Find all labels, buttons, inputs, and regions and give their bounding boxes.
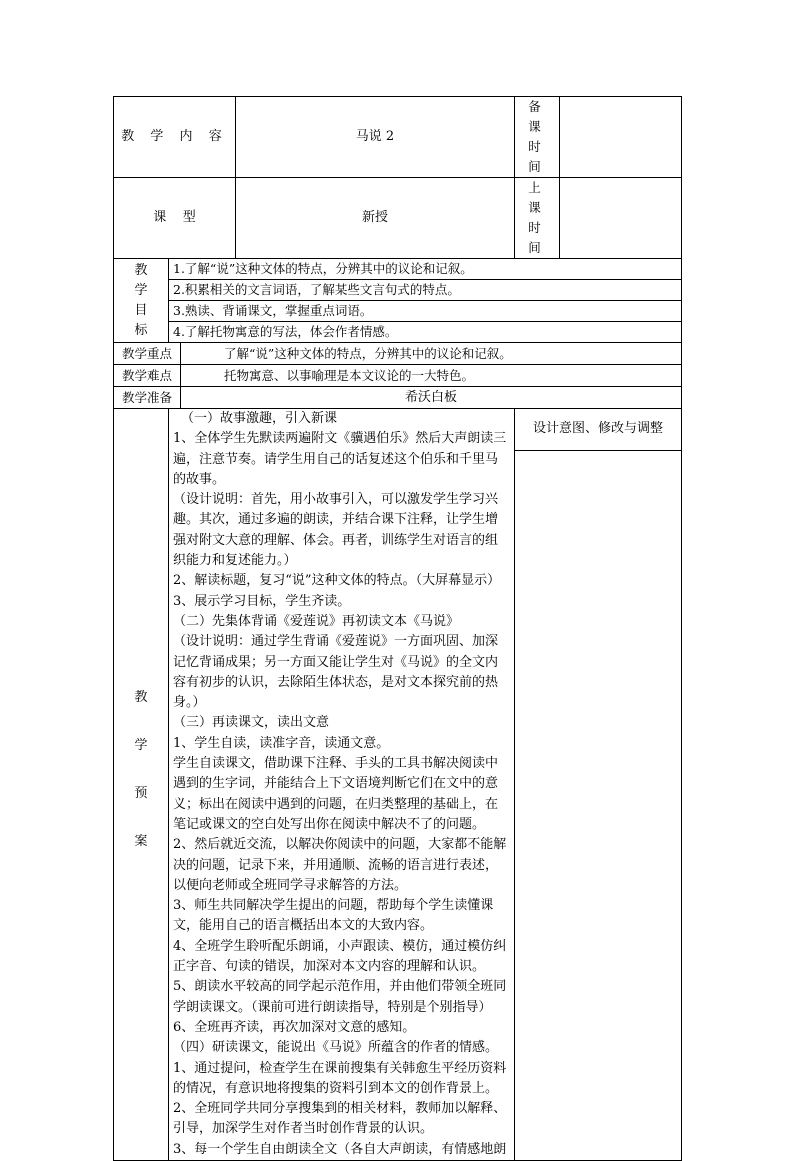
objectives-label-char: 教 bbox=[134, 262, 148, 278]
row-objective-1 bbox=[114, 259, 682, 280]
lesson-plan-table bbox=[113, 96, 682, 1161]
lesson-title: 马说 2 bbox=[236, 97, 515, 178]
plan-paragraph: 3、每一个学生自由朗读全文（各自大声朗读，有情感地朗 bbox=[173, 1141, 507, 1157]
row-type bbox=[114, 178, 682, 259]
difficulty-value: 托物寓意、以事喻理是本文议论的一大特色。 bbox=[181, 365, 682, 387]
plan-label-char: 学 bbox=[134, 738, 148, 754]
row-plan-header bbox=[114, 409, 682, 451]
plan-paragraph: （三）再读课文，读出文意 bbox=[173, 715, 330, 731]
key-point-label: 教学重点 bbox=[114, 343, 181, 365]
plan-paragraph: （设计说明：首先，用小故事引入，可以激发学生学习兴趣。其次，通过多遍的朗读，并结合课下注释，让学生增强对附文大意的理解、体会。再者，训练学生对语言的组织能力和复述能力。） bbox=[173, 492, 499, 569]
objective-item: 3.熟读、背诵课文，掌握重点词语。 bbox=[169, 301, 682, 322]
plan-paragraph: （设计说明：通过学生背诵《爱莲说》一方面巩固、加深记忆背诵成果；另一方面又能让学生对《马说》的全文内容有初步的认识，去除陌生体状态，是对文本探究前的热身。） bbox=[173, 634, 499, 711]
row-objective-3 bbox=[114, 301, 682, 322]
plan-paragraph: 5、朗读水平较高的同学起示范作用，并由他们带领全班同学朗读课文。（课前可进行朗读指导，特别是个别指导） bbox=[173, 979, 507, 1015]
class-time-value bbox=[560, 178, 682, 259]
prep-time-value bbox=[560, 97, 682, 178]
difficulty-label: 教学难点 bbox=[114, 365, 181, 387]
class-time-label: 上 课 时 间 bbox=[515, 178, 560, 259]
plan-paragraph: 3、师生共同解决学生提出的问题，帮助每个学生读懂课文，能用自己的语言概括出本文的大致内容。 bbox=[173, 898, 494, 934]
prep-time-label: 备 课 时 间 bbox=[515, 97, 560, 178]
plan-paragraph: 2、全班同学共同分享搜集到的相关材料，教师加以解释、引导，加深学生对作者当时创作背景的认识。 bbox=[173, 1101, 507, 1137]
objectives-label-char: 学 bbox=[134, 282, 148, 298]
plan-paragraph: （二）先集体背诵《爱莲说》再初读文本《马说》 bbox=[173, 613, 460, 629]
row-key-point bbox=[114, 343, 682, 365]
plan-label-char: 预 bbox=[134, 786, 148, 802]
plan-body bbox=[169, 409, 515, 1161]
type-value: 新授 bbox=[236, 178, 515, 259]
row-objective-4 bbox=[114, 322, 682, 343]
plan-paragraph: 1、全体学生先默读两遍附文《骥遇伯乐》然后大声朗读三遍，注意节奏。请学生用自己的话复述这个伯乐和千里马的故事。 bbox=[173, 431, 507, 487]
notes-header: 设计意图、修改与调整 bbox=[515, 409, 682, 451]
objectives-label-char: 目 bbox=[134, 302, 148, 318]
key-point-value: 了解“说”这种文体的特点，分辨其中的议论和记叙。 bbox=[181, 343, 682, 365]
objective-item: 2.积累相关的文言词语，了解某些文言句式的特点。 bbox=[169, 280, 682, 301]
plan-label-char: 案 bbox=[134, 834, 148, 850]
plan-label bbox=[114, 409, 169, 1161]
notes-cell bbox=[515, 450, 682, 1160]
row-preparation bbox=[114, 387, 682, 409]
type-label: 课 型 bbox=[114, 178, 236, 259]
plan-paragraph: 4、全班学生聆听配乐朗诵，小声跟读、模仿，通过模仿纠正字音、句读的错误，加深对本文内容的理解和认识。 bbox=[173, 938, 507, 975]
plan-paragraph: 学生自读课文，借助课下注释、手头的工具书解决阅读中遇到的生字词，并能结合上下文语境判断它们在文中的意义；标出在阅读中遇到的问题，在归类整理的基础上，在笔记或课文的空白处写出你在阅读中解决不了的问题。 bbox=[173, 756, 499, 832]
plan-paragraph: 1、通过提问，检查学生在课前搜集有关韩愈生平经历资料的情况，有意识地将搜集的资料引到本文的创作背景上。 bbox=[173, 1060, 507, 1096]
plan-paragraph: 1、学生自读，读准字音，读通文意。 bbox=[173, 735, 390, 751]
plan-paragraph: 2、然后就近交流，以解决你阅读中的问题，大家都不能解决的问题，记录下来，并用通顺、流畅的语言进行表述，以便向老师或全班同学寻求解答的方法。 bbox=[173, 837, 507, 893]
row-content bbox=[114, 97, 682, 178]
row-difficulty bbox=[114, 365, 682, 387]
plan-paragraph: （一）故事激趣，引入新课 bbox=[181, 411, 338, 426]
preparation-value: 希沃白板 bbox=[181, 387, 682, 409]
plan-paragraph: 6、全班再齐读，再次加深对文意的感知。 bbox=[173, 1019, 416, 1035]
objectives-label bbox=[114, 259, 169, 343]
objective-item: 4.了解托物寓意的写法，体会作者情感。 bbox=[169, 322, 682, 343]
content-label: 教 学 内 容 bbox=[114, 97, 236, 178]
objective-item: 1.了解“说”这种文体的特点，分辨其中的议论和记叙。 bbox=[169, 259, 682, 280]
plan-label-char: 教 bbox=[134, 690, 148, 706]
plan-paragraph: 2、解读标题，复习“说”这种文体的特点。（大屏幕显示） bbox=[173, 573, 501, 589]
objectives-label-char: 标 bbox=[134, 322, 148, 338]
plan-paragraph: 3、展示学习目标，学生齐读。 bbox=[173, 593, 351, 609]
preparation-label: 教学准备 bbox=[114, 387, 181, 409]
plan-paragraph: （四）研读课文，能说出《马说》所蕴含的作者的情感。 bbox=[173, 1040, 499, 1056]
row-objective-2 bbox=[114, 280, 682, 301]
